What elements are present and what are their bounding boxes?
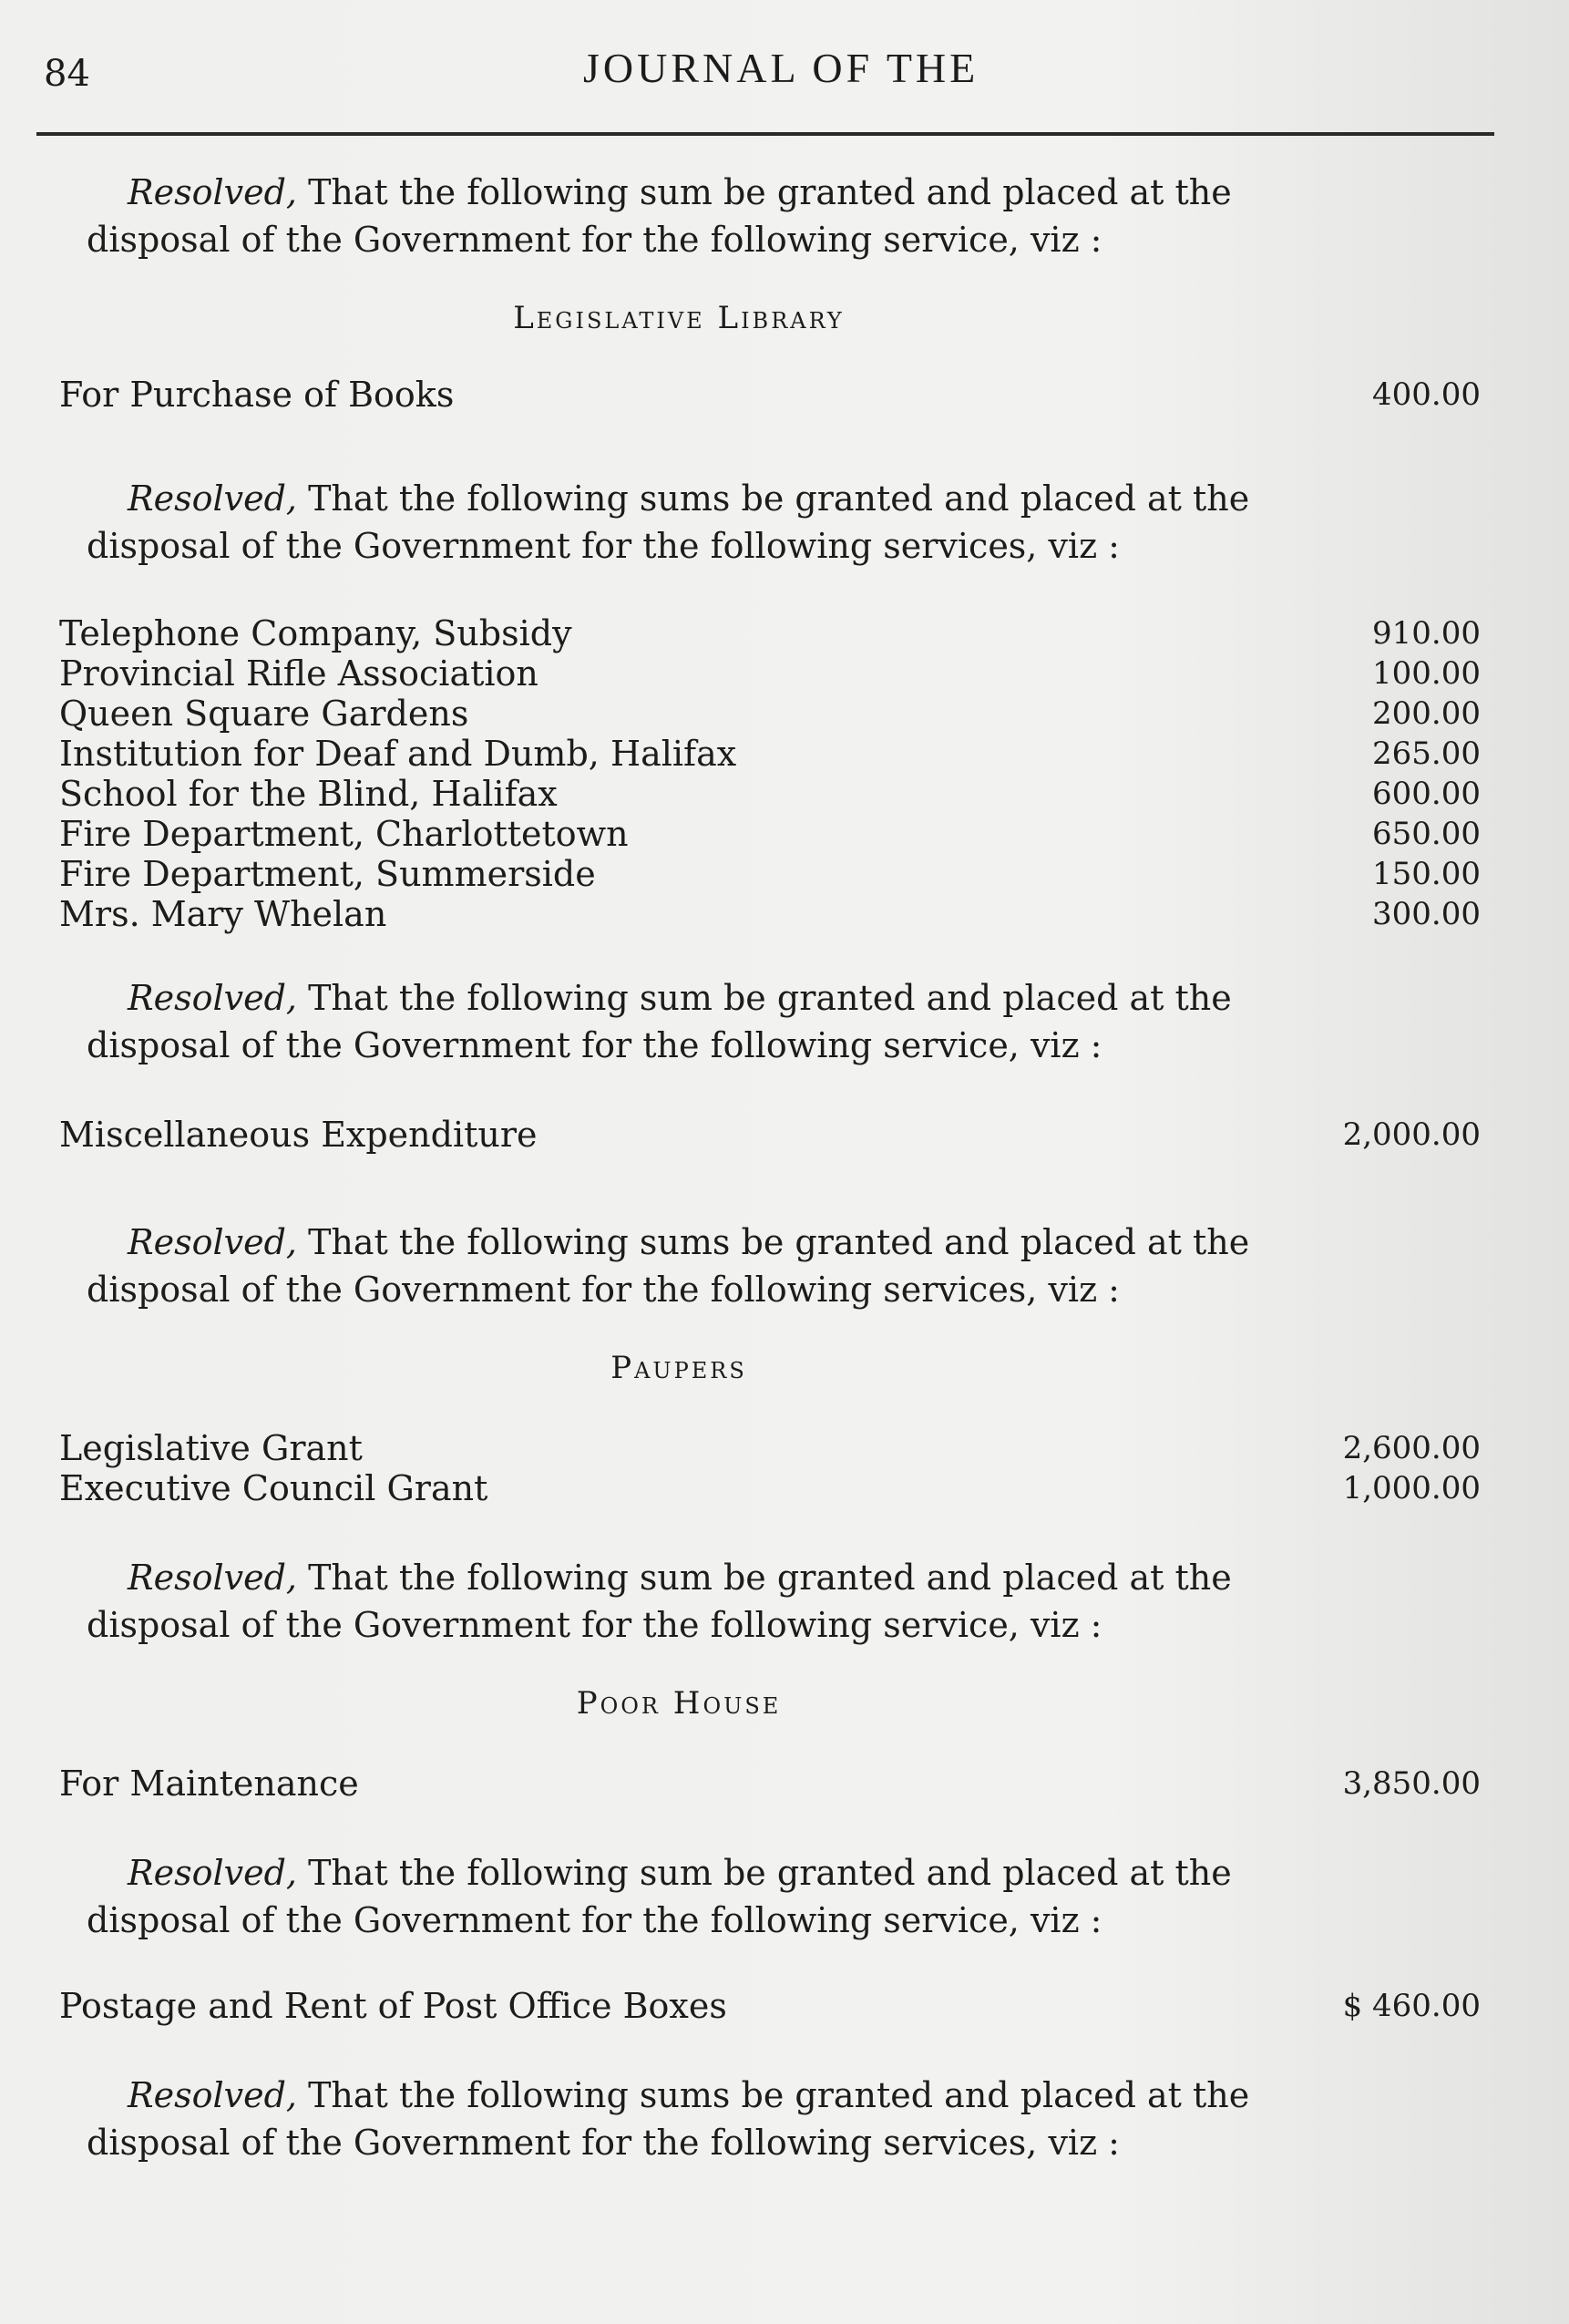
appropriation-item — [50, 1468, 1499, 1508]
page-header — [36, 44, 1494, 108]
appropriation-item — [50, 854, 1499, 894]
item-amount: 600.00 — [1372, 776, 1481, 812]
item-amount: $ 460.00 — [1342, 1988, 1481, 2024]
header-rule — [36, 132, 1494, 136]
item-amount: 910.00 — [1372, 615, 1481, 652]
resolution-block — [50, 2072, 1499, 2166]
item-amount: 265.00 — [1372, 735, 1481, 772]
appropriation-item — [50, 613, 1499, 653]
item-amount: 100.00 — [1372, 655, 1481, 692]
resolution-lead: Resolved, — [128, 478, 297, 519]
resolution-lead: Resolved, — [128, 1558, 297, 1598]
item-amount: 3,850.00 — [1342, 1765, 1481, 1802]
resolution-lead: Resolved, — [128, 2075, 297, 2115]
item-label: Legislative Grant — [59, 1428, 363, 1468]
item-label: Fire Department, Charlottetown — [59, 814, 629, 854]
resolution-text: That the following sums be granted and placed at the disposal of the Government for the following services, viz : — [87, 2075, 1250, 2163]
item-label: Queen Square Gardens — [59, 694, 469, 734]
item-amount: 2,600.00 — [1342, 1430, 1481, 1466]
item-label: Telephone Company, Subsidy — [59, 613, 572, 653]
resolution-block — [50, 475, 1499, 934]
page-content — [50, 169, 1499, 2166]
resolution-paragraph — [50, 169, 1344, 263]
resolution-text: That the following sum be granted and placed at the disposal of the Government for the following service, viz : — [87, 1853, 1232, 1940]
resolution-text: That the following sum be granted and placed at the disposal of the Government for the following service, viz : — [87, 978, 1232, 1065]
appropriation-item — [50, 1986, 1499, 2026]
resolution-lead: Resolved, — [128, 978, 297, 1018]
resolution-lead: Resolved, — [128, 1853, 297, 1893]
item-label: Mrs. Mary Whelan — [59, 894, 387, 934]
resolution-paragraph — [50, 1554, 1344, 1649]
item-label: For Purchase of Books — [59, 375, 455, 415]
resolution-paragraph — [50, 974, 1344, 1069]
item-amount: 400.00 — [1372, 376, 1481, 413]
resolution-lead: Resolved, — [128, 1222, 297, 1262]
appropriation-item — [50, 894, 1499, 934]
item-label: Executive Council Grant — [59, 1468, 488, 1508]
appropriation-item — [50, 1764, 1499, 1804]
resolution-text: That the following sums be granted and placed at the disposal of the Government for the following services, viz : — [87, 478, 1250, 566]
resolution-block — [50, 1219, 1499, 1508]
page-number: 84 — [44, 53, 90, 95]
item-amount: 300.00 — [1372, 896, 1481, 932]
appropriation-item — [50, 653, 1499, 694]
running-head: JOURNAL OF THE — [583, 45, 979, 91]
resolution-block — [50, 974, 1499, 1155]
resolution-paragraph — [50, 1849, 1344, 1944]
section-heading: Legislative Library — [513, 300, 845, 336]
item-label: Miscellaneous Expenditure — [59, 1115, 538, 1155]
item-label: Provincial Rifle Association — [59, 653, 538, 694]
item-amount: 1,000.00 — [1342, 1470, 1481, 1506]
resolution-text: That the following sum be granted and placed at the disposal of the Government for the following service, viz : — [87, 172, 1232, 260]
item-label: For Maintenance — [59, 1764, 359, 1804]
appropriation-item — [50, 1115, 1499, 1155]
appropriation-item — [50, 814, 1499, 854]
item-label: Postage and Rent of Post Office Boxes — [59, 1986, 727, 2026]
resolution-paragraph — [50, 2072, 1344, 2166]
item-label: Fire Department, Summerside — [59, 854, 596, 894]
resolution-block — [50, 1849, 1499, 2026]
resolution-block — [50, 169, 1499, 415]
appropriation-item — [50, 694, 1499, 734]
section-heading: Paupers — [610, 1350, 747, 1386]
item-label: Institution for Deaf and Dumb, Halifax — [59, 734, 737, 774]
item-amount: 2,000.00 — [1342, 1116, 1481, 1153]
item-amount: 150.00 — [1372, 856, 1481, 892]
appropriation-item — [50, 1428, 1499, 1468]
item-amount: 650.00 — [1372, 816, 1481, 852]
resolution-lead: Resolved, — [128, 172, 297, 212]
resolution-text: That the following sum be granted and placed at the disposal of the Government for the following service, viz : — [87, 1558, 1232, 1645]
appropriation-item — [50, 375, 1499, 415]
resolution-paragraph — [50, 1219, 1344, 1313]
item-amount: 200.00 — [1372, 695, 1481, 732]
resolution-text: That the following sums be granted and placed at the disposal of the Government for the following services, viz : — [87, 1222, 1250, 1310]
appropriation-item — [50, 774, 1499, 814]
resolution-paragraph — [50, 475, 1344, 570]
section-heading: Poor House — [576, 1685, 782, 1722]
resolution-block — [50, 1554, 1499, 1804]
item-label: School for the Blind, Halifax — [59, 774, 558, 814]
appropriation-item — [50, 734, 1499, 774]
